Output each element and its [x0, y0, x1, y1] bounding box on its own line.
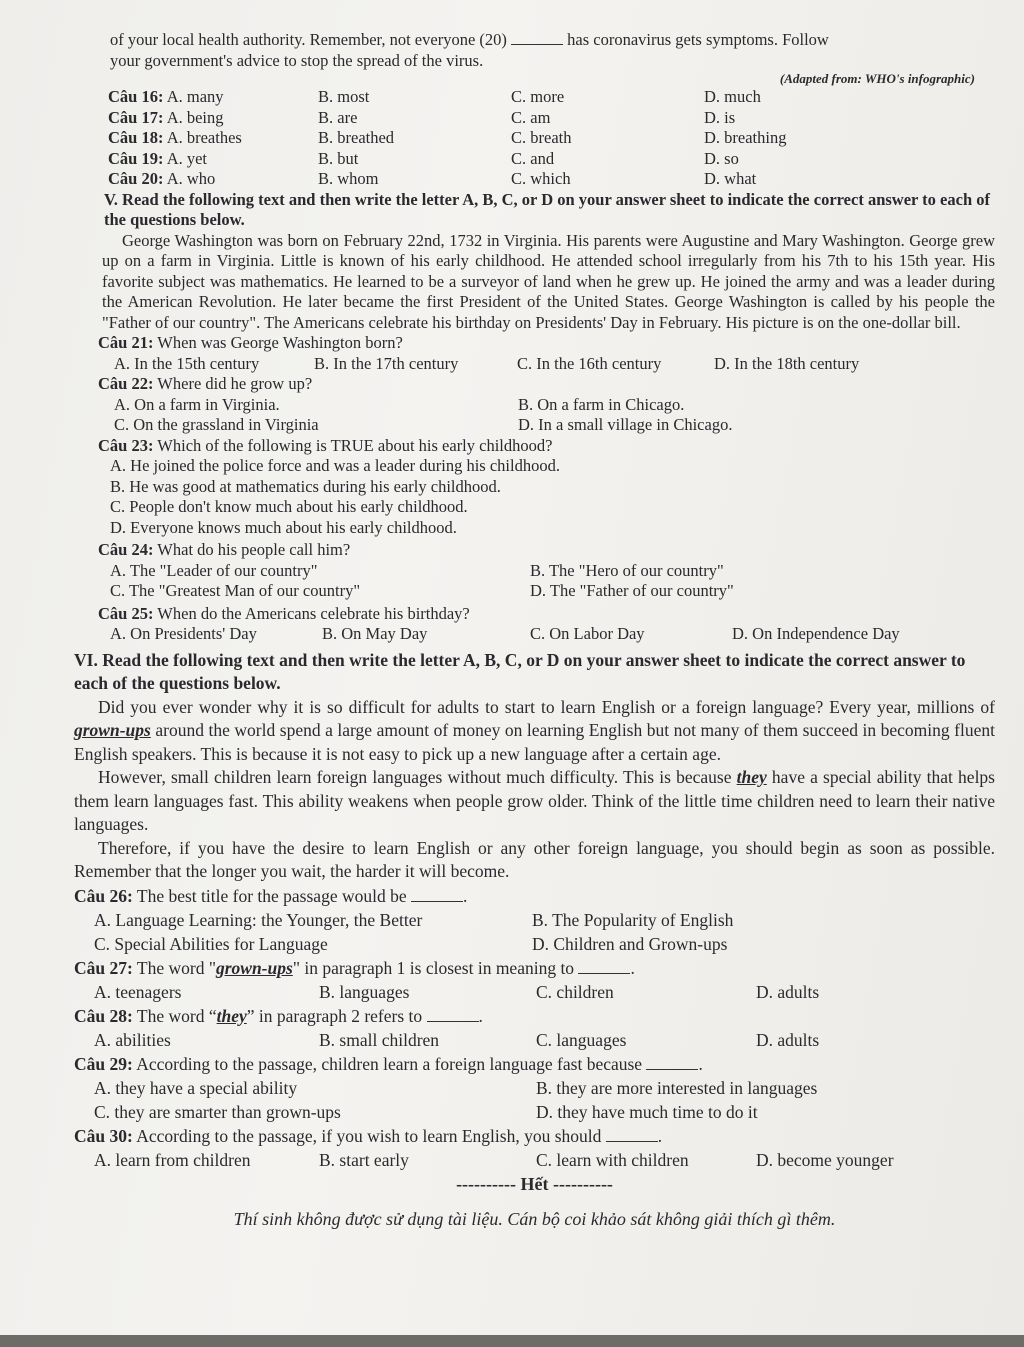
- option-b: B. On a farm in Chicago.: [518, 394, 685, 414]
- question-text: " in paragraph 1 is closest in meaning to: [292, 957, 575, 978]
- cloze-options: [60, 87, 995, 190]
- question-text: What do his people call him?: [157, 540, 351, 559]
- question-text: The word “: [136, 1005, 217, 1026]
- option-c: C. In the 16th century: [517, 353, 662, 373]
- footer-note: Thí sinh không được sử dụng tài liệu. Cán bộ coi khảo sát không giải thích gì thêm.: [233, 1208, 836, 1229]
- photo-bottom-edge: [0, 1335, 1024, 1347]
- underlined-word: grown-ups: [215, 957, 293, 978]
- option-d: D. adults: [756, 981, 820, 1002]
- option-c: C. they are smarter than grown-ups: [94, 1101, 341, 1122]
- option-a: A. He joined the police force and was a leader during his childhood.: [110, 456, 560, 475]
- end-mark: ---------- Hết ----------: [456, 1173, 613, 1194]
- question-25: [98, 604, 995, 625]
- question-text: Where did he grow up?: [157, 374, 313, 393]
- option-a: A. On Presidents' Day: [110, 624, 257, 643]
- section-5-passage: George Washington was born on February 22nd, 1732 in Virginia. His parents were Augustine and Mary Washington. George grew up on a farm in Virginia. Little is known of his early childhood. He attended school irregularly from his 7th to his 15th year. His favorite subject was mathematics. He learned to be a surveyor of land when he grew up. He joined the army and was a leader during the American Revolution. He later became the first President of the United States. George Washington is called by his people the "Father of our country". The Americans celebrate his birthday on Presidents' Day in February. His picture is on the one-dollar bill.: [102, 230, 995, 332]
- question-text: When do the Americans celebrate his birthday?: [157, 603, 470, 623]
- option-d: D. Children and Grown-ups: [532, 933, 728, 954]
- question-29: Câu 29: According to the passage, children learn a foreign language fast because .: [74, 1053, 703, 1074]
- section-6-paragraph-3: Therefore, if you have the desire to learn English or any other foreign language, you should begin as soon as possible. Remember that the longer you wait, the harder it will become.: [74, 837, 995, 881]
- answer-blank: [646, 1057, 698, 1070]
- options-24-row1: [98, 561, 995, 582]
- option-d: D. adults: [756, 1029, 820, 1050]
- question-23: [98, 436, 995, 457]
- intro-line-2: your government's advice to stop the spread of the virus.: [110, 50, 484, 70]
- option-c: C. learn with children: [536, 1149, 689, 1170]
- question-label: Câu 21:: [98, 333, 154, 352]
- question-24: [98, 540, 995, 561]
- option-a: A. On a farm in Virginia.: [114, 394, 280, 414]
- question-26: Câu 26: The best title for the passage would be .: [74, 885, 468, 906]
- question-label: Câu 23:: [98, 435, 154, 455]
- option-d: D. In the 18th century: [714, 353, 860, 373]
- question-label: Câu 20:: [108, 169, 164, 188]
- intro-line-1: [60, 30, 995, 51]
- paragraph-text: However, small children learn foreign languages without much difficulty. This is because: [98, 767, 737, 787]
- options-29-row1: [74, 1076, 995, 1100]
- question-text: The best title for the passage would be: [136, 885, 407, 906]
- option-b: B. whom: [318, 169, 379, 188]
- option-d: D. On Independence Day: [732, 624, 900, 643]
- section-5-questions: [60, 333, 995, 645]
- section-6-paragraph-1: [74, 696, 995, 767]
- section-5-heading: V. Read the following text and then write the letter A, B, C, or D on your answer sheet to indicate the correct answer to each of the questions below.: [104, 189, 990, 229]
- option-d: D. become younger: [756, 1149, 894, 1170]
- answer-blank: [606, 1129, 658, 1142]
- option-d: D. they have much time to do it: [536, 1101, 758, 1122]
- option-a: A. Language Learning: the Younger, the Better: [94, 909, 423, 930]
- option-d: D. much: [704, 87, 761, 106]
- intro-text-b: has coronavirus gets symptoms. Follow: [567, 30, 829, 49]
- option-d: D. is: [704, 107, 736, 127]
- option-a: A. they have a special ability: [94, 1077, 298, 1098]
- intro-text-a: of your local health authority. Remember, not everyone (20): [110, 30, 507, 49]
- question-text: The word ": [136, 957, 216, 978]
- option-b: B. languages: [319, 981, 410, 1002]
- option-b: B. most: [318, 87, 370, 106]
- section-6: [60, 649, 995, 1230]
- question-row: [108, 108, 995, 129]
- options-25: [98, 624, 995, 645]
- exam-content: [60, 30, 995, 1230]
- options-22-row1: [98, 395, 995, 416]
- option-d: D. Everyone knows much about his early childhood.: [110, 517, 457, 537]
- option-b: B. but: [318, 148, 359, 168]
- option-a: A. yet: [166, 148, 208, 168]
- option-a: A. breathes: [166, 128, 242, 147]
- question-text: ” in paragraph 2 refers to: [246, 1005, 423, 1026]
- options-24-row2: [98, 581, 995, 602]
- question-label: Câu 27:: [74, 957, 133, 978]
- question-label: Câu 17:: [108, 107, 164, 127]
- question-label: Câu 28:: [74, 1005, 133, 1026]
- question-row: [108, 128, 995, 149]
- options-30: [74, 1148, 995, 1172]
- question-text: According to the passage, children learn a foreign language fast because: [136, 1053, 643, 1074]
- options-21: [98, 354, 995, 375]
- option-d: D. The "Father of our country": [530, 581, 734, 600]
- option-a: A. learn from children: [94, 1149, 251, 1170]
- option-c: C. On Labor Day: [530, 624, 645, 643]
- option-a: A. who: [166, 169, 216, 188]
- question-label: Câu 29:: [74, 1053, 133, 1074]
- options-27: [74, 980, 995, 1004]
- options-22-row2: [98, 415, 995, 436]
- underlined-word: they: [736, 767, 767, 787]
- option-c: C. children: [536, 981, 614, 1002]
- option-c: C. languages: [536, 1029, 627, 1050]
- question-text: Which of the following is TRUE about his early childhood?: [157, 435, 553, 455]
- option-d: D. In a small village in Chicago.: [518, 415, 733, 434]
- answer-blank: [511, 32, 563, 45]
- option-c: C. more: [511, 87, 565, 106]
- section-6-paragraph-2: [74, 766, 995, 837]
- options-26-row1: [74, 908, 995, 932]
- question-row: [108, 87, 995, 108]
- option-c: C. On the grassland in Virginia: [114, 415, 319, 434]
- option-d: D. so: [704, 148, 739, 168]
- question-text: According to the passage, if you wish to learn English, you should: [136, 1125, 602, 1146]
- option-a: A. In the 15th century: [114, 353, 260, 373]
- option-c: C. breath: [511, 128, 572, 147]
- paragraph-text: have a special ability that helps them learn languages fast. This ability weakens when people grow older. Think of the little time children need to learn their native languages.: [74, 767, 995, 834]
- option-d: D. breathing: [704, 128, 787, 147]
- source-note: (Adapted from: WHO's infographic): [779, 71, 975, 86]
- option-b: B. small children: [319, 1029, 440, 1050]
- answer-blank: [427, 1009, 479, 1022]
- options-29-row2: [74, 1100, 995, 1124]
- option-a: A. teenagers: [94, 981, 182, 1002]
- option-a: A. abilities: [94, 1029, 171, 1050]
- option-b: B. He was good at mathematics during his early childhood.: [110, 476, 501, 496]
- paragraph-text: around the world spend a large amount of money on learning English but not many of them succeed in becoming fluent English speakers. This is because it is not easy to pick up a new language after a certain age.: [74, 720, 995, 764]
- underlined-word: grown-ups: [74, 720, 151, 740]
- options-26-row2: [74, 932, 995, 956]
- option-b: B. The Popularity of English: [532, 909, 734, 930]
- option-c: C. The "Greatest Man of our country": [110, 581, 361, 600]
- option-b: B. In the 17th century: [314, 353, 459, 373]
- question-label: Câu 19:: [108, 148, 164, 168]
- question-27: Câu 27: The word "grown-ups" in paragraph 1 is closest in meaning to .: [74, 957, 635, 978]
- question-label: Câu 30:: [74, 1125, 133, 1146]
- option-c: C. am: [511, 107, 551, 127]
- option-a: A. being: [166, 107, 224, 127]
- option-c: C. and: [511, 148, 555, 168]
- question-row: [108, 149, 995, 170]
- question-label: Câu 25:: [98, 603, 154, 623]
- paragraph-text: Did you ever wonder why it is so difficult for adults to start to learn English or a foreign language? Every year, millions of: [98, 696, 995, 717]
- section-6-heading: VI. Read the following text and then write the letter A, B, C, or D on your answer sheet to indicate the correct answer to each of the questions below.: [74, 649, 966, 693]
- question-label: Câu 24:: [98, 540, 154, 559]
- question-label: Câu 26:: [74, 885, 133, 906]
- option-b: B. breathed: [318, 128, 395, 147]
- options-28: [74, 1028, 995, 1052]
- question-30: Câu 30: According to the passage, if you wish to learn English, you should .: [74, 1125, 663, 1146]
- option-c: C. People don't know much about his early childhood.: [110, 497, 468, 516]
- question-row: [108, 169, 995, 190]
- question-22: [98, 374, 995, 395]
- option-b: B. The "Hero of our country": [530, 560, 724, 580]
- option-a: A. The "Leader of our country": [110, 560, 318, 580]
- underlined-word: they: [216, 1005, 247, 1026]
- question-label: Câu 16:: [108, 87, 164, 106]
- option-a: A. many: [166, 87, 224, 106]
- option-d: D. what: [704, 169, 757, 188]
- option-b: B. are: [318, 107, 358, 127]
- option-b: B. start early: [319, 1149, 409, 1170]
- question-21: [98, 333, 995, 354]
- answer-blank: [411, 889, 463, 902]
- option-c: C. which: [511, 169, 571, 188]
- option-b: B. On May Day: [322, 624, 428, 643]
- option-b: B. they are more interested in languages: [536, 1077, 818, 1098]
- option-c: C. Special Abilities for Language: [94, 933, 328, 954]
- question-28: Câu 28: The word “they” in paragraph 2 refers to .: [74, 1005, 483, 1026]
- question-label: Câu 18:: [108, 128, 164, 147]
- question-label: Câu 22:: [98, 374, 154, 393]
- answer-blank: [578, 961, 630, 974]
- question-text: When was George Washington born?: [157, 333, 403, 352]
